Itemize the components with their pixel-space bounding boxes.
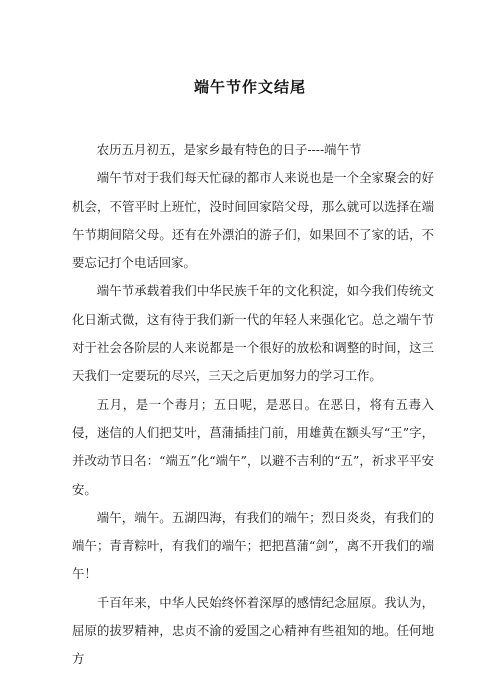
paragraph: 五月，是一个毒月；五日呢，是恶日。在恶日，将有五毒入侵，迷信的人们把艾叶，菖蒲插挂门前，用雄黄在额头写“王”字，并改动节日名：“端五”化“端午”，以避不吉利的“五”，祈求平平安安。 xyxy=(72,396,434,497)
paragraph: 端午，端午。五湖四海，有我们的端午；烈日炎炎，有我们的端午；青青粽叶，有我们的端午；把把菖蒲“剑”，离不开我们的端午！ xyxy=(72,509,434,582)
paragraph: 千百年来，中华人民始终怀着深厚的感情纪念屈原。我认为，屈原的拔罗精神，忠贞不渝的爱国之心精神有些祖知的地。任何地方 xyxy=(72,594,434,667)
paragraph: 端午节对于我们每天忙碌的都市人来说也是一个全家聚会的好机会，不管平时上班忙，没时间回家陪父母，那么就可以选择在端午节期间陪父母。还有在外漂泊的游子们，如果回不了家的话，不要忘记打个电话回家。 xyxy=(72,170,434,271)
paragraph: 端午节承载着我们中华民族千年的文化积淀，如今我们传统文化日渐式微，这有待于我们新一代的年轻人来强化它。总之端午节对于社会各阶层的人来说都是一个很好的放松和调整的时间，这三天我们一定要玩的尽兴，三天之后更加努力的学习工作。 xyxy=(72,283,434,384)
paragraph: 农历五月初五，是家乡最有特色的日子----端午节 xyxy=(96,142,362,157)
document-body xyxy=(72,136,434,674)
document-title: 端午节作文结尾 xyxy=(193,78,306,96)
